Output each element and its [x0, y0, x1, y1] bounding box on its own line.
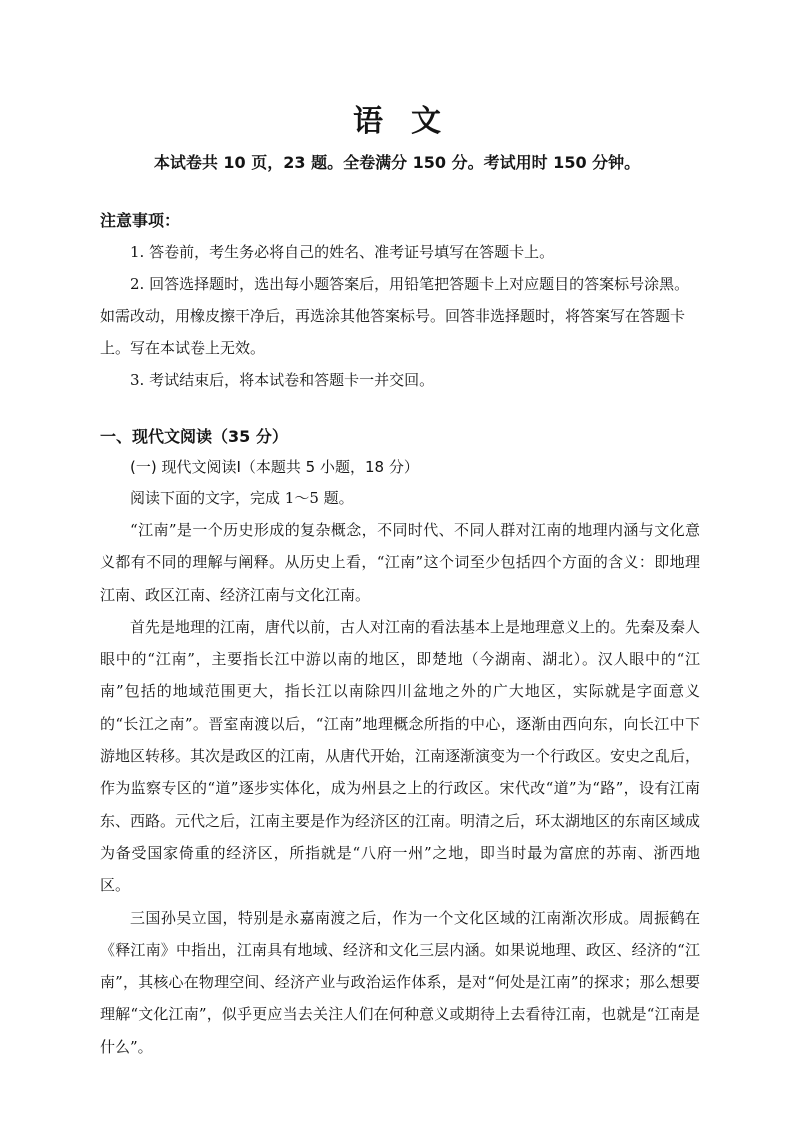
reading-instruction: 阅读下面的文字，完成 1～5 题。	[130, 489, 354, 507]
page-title: 语文	[353, 104, 469, 139]
note-item: 2. 回答选择题时，选出每小题答案后，用铅笔把答题卡上对应题目的答案标号涂黑。如需改动，用橡皮擦干净后，再选涂其他答案标号。回答非选择题时，将答案写在答题卡上。写在本试卷上无效。	[100, 275, 690, 357]
passage-paragraph: “江南”是一个历史形成的复杂概念，不同时代、不同人群对江南的地理内涵与文化意义都有不同的理解与阐释。从历史上看，“江南”这个词至少包括四个方面的含义：即地理江南、政区江南、经济江南与文化江南。	[100, 521, 700, 604]
note-item: 1. 答卷前，考生务必将自己的姓名、准考证号填写在答题卡上。	[130, 243, 555, 261]
note-item: 3. 考试结束后，将本试卷和答题卡一并交回。	[130, 371, 435, 389]
sub-section-heading: (一) 现代文阅读Ⅰ（本题共 5 小题，18 分）	[130, 458, 419, 476]
passage-paragraph: 三国孙吴立国，特别是永嘉南渡之后，作为一个文化区域的江南渐次形成。周振鹤在《释江南》中指出，江南具有地域、经济和文化三层内涵。如果说地理、政区、经济的“江南”，其核心在物理空间、经济产业与政治运作体系，是对“何处是江南”的探求；那么想要理解“文化江南”，似乎更应当去关注人们在何种意义或期待上去看待江南，也就是“江南是什么”。	[100, 908, 700, 1056]
section-heading: 一、现代文阅读（35 分）	[100, 427, 288, 446]
notes-heading: 注意事项：	[100, 211, 181, 230]
passage-paragraph: 首先是地理的江南，唐代以前，古人对江南的看法基本上是地理意义上的。先秦及秦人眼中的“江南”，主要指长江中游以南的地区，即楚地（今湖南、湖北）。汉人眼中的“江南”包括的地域范围更大，指长江以南除四川盆地之外的广大地区，实际就是字面意义的“长江之南”。晋室南渡以后，“江南”地理概念所指的中心，逐渐由西向东，向长江中下游地区转移。其次是政区的江南，从唐代开始，江南逐渐演变为一个行政区。安史之乱后，作为监察专区的“道”逐步实体化，成为州县之上的行政区。宋代改“道”为“路”，设有江南东、西路。元代之后，江南主要是作为经济区的江南。明清之后，环太湖地区的东南区域成为备受国家倚重的经济区，所指就是“八府一州”之地，即当时最为富庶的苏南、浙西地区。	[100, 617, 701, 895]
exam-info: 本试卷共 10 页，23 题。全卷满分 150 分。考试用时 150 分钟。	[153, 153, 641, 172]
reading-passage	[100, 514, 700, 1063]
notes-list	[100, 236, 700, 396]
